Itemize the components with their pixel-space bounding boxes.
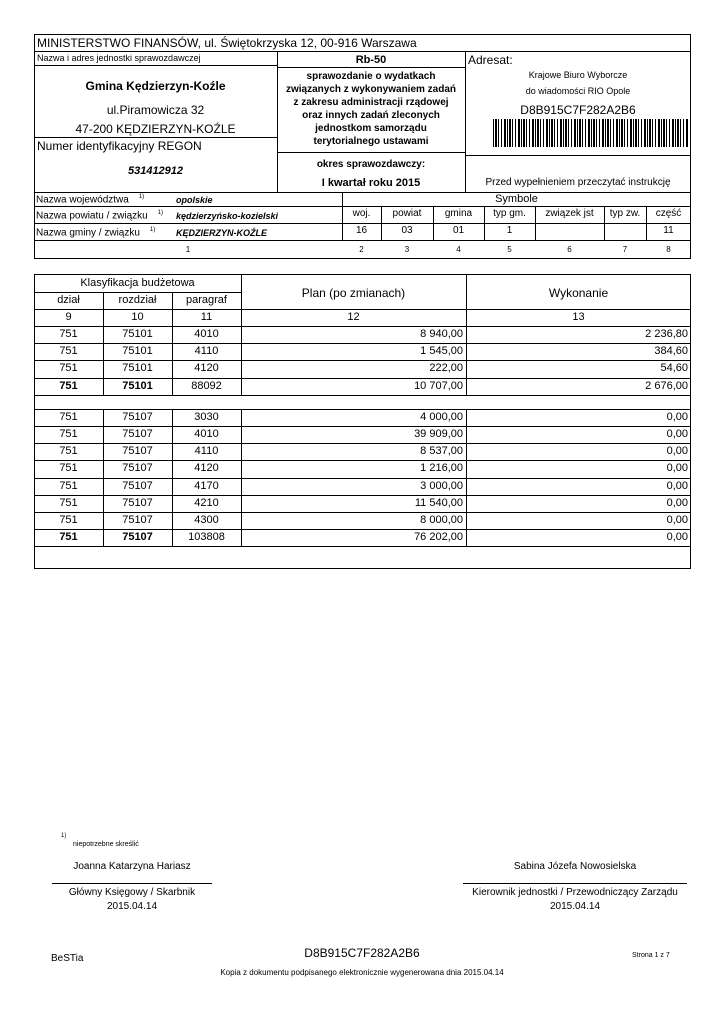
divider [34,309,691,310]
divider [34,326,691,327]
divider [103,292,104,395]
divider [466,274,467,292]
cell-dzial: 751 [59,362,78,375]
table-row [34,443,691,444]
cell-paragraf: 4120 [194,462,219,475]
cell-rozdzial: 75107 [122,445,153,458]
divider [103,409,104,547]
cell-rozdzial: 75107 [122,514,153,526]
cell-wyk: 54,60 [660,362,688,375]
cell-dzial: 751 [59,428,78,440]
divider [172,292,173,395]
voivodeship-label: Nazwa województwa $^{1)}$ [36,194,145,206]
cell-rozdzial: 75101 [122,362,153,375]
cell-dzial: 751 [59,379,78,392]
cell-paragraf: 4300 [194,514,219,526]
col-header-rozdzial: rozdział [118,294,157,306]
cell-rozdzial: 75107 [122,462,153,475]
cell-paragraf: 4010 [194,328,219,340]
form-desc-3: z zakresu administracji rządowej [293,97,449,108]
divider [277,152,465,153]
table-row [34,529,691,530]
divider [172,409,173,547]
cell-paragraf: 4010 [194,428,219,440]
divider [241,274,242,292]
signature-line [52,883,212,884]
symbol-number-1: 2 [359,245,364,254]
cell-dzial: 751 [59,479,78,492]
cell-dzial: 751 [59,328,78,340]
cell-dzial: 751 [59,445,78,458]
symbol-header-2: powiat [392,208,422,219]
table-row [34,512,691,513]
table-row [34,343,691,344]
cell-paragraf: 3030 [194,410,219,423]
manager-date: 2015.04.14 [549,901,601,912]
divider [34,137,277,138]
cell-paragraf: 4120 [194,362,219,375]
table-row [34,360,691,361]
cell-dzial: 751 [59,462,78,475]
cell-wyk: 2 676,00 [645,379,688,392]
voivodeship-value: opolskie [176,195,213,205]
cell-rozdzial: 75107 [122,496,153,509]
cell-dzial: 751 [59,410,78,423]
form-desc-6: terytorialnego ustawami [313,136,429,147]
col-num-dzial: 9 [65,311,72,323]
cell-paragraf: 4110 [194,345,219,358]
manager-role: Kierownik jednostki / Przewodniczący Zarządu [472,887,678,898]
form-desc-2: związanych z wykonywaniem zadań [285,84,457,95]
symbol-value-4: 1 [506,225,513,236]
commune-label: Nazwa gminy / związku $^{1)}$ [36,227,156,239]
col-num-rozdzial: 10 [131,311,144,323]
table-row [34,378,691,379]
app-name: BeSTia [51,953,84,964]
divider [241,292,242,395]
cell-wyk: 0,00 [666,531,688,544]
col-num-wykonanie: 13 [572,311,585,323]
divider [34,409,691,410]
cell-plan: 1 545,00 [420,345,463,358]
ministry-line: MINISTERSTWO FINANSÓW, ul. Świętokrzyska 12, 00-916 Warszawa [37,36,417,50]
symbol-number-5: 6 [567,245,572,254]
cell-plan: 1 216,00 [420,462,463,475]
table-row [34,395,691,396]
form-code: Rb-50 [355,54,387,66]
accountant-name: Joanna Katarzyna Hariasz [73,861,191,872]
unit-city: 47-200 KĘDZIERZYN-KOŹLE [75,122,236,136]
symbol-value-7: 11 [663,225,674,236]
col-header-dzial: dział [57,294,80,306]
symbol-header-5: związek jst [545,208,594,219]
regon-label: Numer identyfikacyjny REGON [37,139,202,153]
cell-paragraf: 4110 [194,445,219,458]
divider [34,206,342,207]
divider [465,155,691,156]
divider [34,240,691,241]
divider [466,409,467,547]
cell-rozdzial: 75101 [122,345,153,358]
cell-rozdzial: 75107 [122,479,153,492]
symbol-number-3: 4 [456,245,461,254]
cell-rozdzial: 75107 [122,531,153,544]
symbol-header-7: część [655,208,682,219]
col-header-plan: Plan (po zmianach) [301,286,406,300]
unit-name: Gmina Kędzierzyn-Koźle [85,79,226,93]
cell-plan: 222,00 [429,362,463,375]
cell-wyk: 0,00 [666,410,688,423]
cell-plan: 10 707,00 [414,379,463,392]
addressee-line2: do wiadomości RIO Opole [525,86,631,96]
copy-note: Kopia z dokumentu podpisanego elektronicznie wygenerowana dnia 2015.04.14 [220,968,504,977]
cell-dzial: 751 [59,514,78,526]
cell-plan: 3 000,00 [420,479,463,492]
divider [241,409,242,547]
unit-name-label: Nazwa i adres jednostki sprawozdawczej [37,53,201,63]
col-header-wykonanie: Wykonanie [548,286,609,300]
cell-wyk: 0,00 [666,428,688,440]
cell-wyk: 384,60 [654,345,688,358]
divider [34,192,691,193]
form-desc-5: jednostkom samorządu [315,123,427,134]
symbols-title: Symbole [495,193,538,205]
cell-plan: 8 940,00 [420,328,463,340]
cell-wyk: 0,00 [666,514,688,526]
cell-plan: 76 202,00 [414,531,463,544]
symbol-number-7: 8 [666,245,671,254]
cell-wyk: 2 236,80 [645,328,688,340]
symbol-header-1: woj. [352,208,371,219]
divider [34,223,691,224]
doc-code: D8B915C7F282A2B6 [520,103,636,117]
table-row [34,495,691,496]
col-header-paragraf: paragraf [186,294,227,306]
footnote-text: niepotrzebne skreślić [73,841,139,848]
cell-plan: 39 909,00 [414,428,463,440]
addressee-line1: Krajowe Biuro Wyborcze [528,70,628,80]
commune-value: KĘDZIERZYN-KOŹLE [176,228,267,238]
divider [34,51,691,52]
cell-dzial: 751 [59,496,78,509]
col-num-plan: 12 [347,311,360,323]
cell-plan: 4 000,00 [420,410,463,423]
divider [466,292,467,395]
cell-wyk: 0,00 [666,445,688,458]
symbol-number-6: 7 [622,245,628,254]
county-label: Nazwa powiatu / związku $^{1)}$ [36,210,164,222]
form-desc-4: oraz innych zadań zleconych [302,110,440,121]
column-number-1: 1 [185,245,191,254]
cell-wyk: 0,00 [666,462,688,475]
cell-rozdzial: 75101 [122,379,153,392]
cell-rozdzial: 75107 [122,428,153,440]
form-desc-1: sprawozdanie o wydatkach [306,71,436,82]
table-row [34,546,691,547]
symbol-header-3: gmina [444,208,473,219]
table-row [34,478,691,479]
symbol-number-4: 5 [507,245,512,254]
unit-street: ul.Piramowicza 32 [106,103,205,117]
cell-wyk: 0,00 [666,479,688,492]
symbol-header-6: typ zw. [609,208,641,219]
symbol-value-1: 16 [355,225,368,236]
cell-dzial: 751 [59,345,78,358]
divider [34,65,277,66]
cell-plan: 11 540,00 [414,496,463,509]
cell-dzial: 751 [59,531,78,544]
county-value: kędzierzyńsko-kozielski [176,211,279,221]
period-label: okres sprawozdawczy: [316,159,426,170]
page-number: Strona 1 z 7 [632,952,670,959]
regon-value: 531412912 [127,165,184,177]
manager-name: Sabina Józefa Nowosielska [513,861,637,872]
budget-class-header: Klasyfikacja budżetowa [80,277,195,289]
accountant-date: 2015.04.14 [106,901,158,912]
signature-line [463,883,687,884]
accountant-role: Główny Księgowy / Skarbnik [68,887,196,898]
cell-plan: 8 537,00 [420,445,463,458]
col-num-paragraf: 11 [200,311,213,323]
period-value: I kwartał roku 2015 [321,177,421,189]
cell-wyk: 0,00 [666,496,688,509]
barcode-image [493,119,689,147]
footer-doc-code: D8B915C7F282A2B6 [304,946,420,960]
divider [342,206,691,207]
divider [277,67,465,68]
cell-rozdzial: 75101 [122,328,153,340]
footnote-marker: 1) [61,833,67,839]
table-row [34,460,691,461]
addressee-label: Adresat: [468,53,513,67]
divider [34,292,241,293]
symbol-value-2: 03 [401,225,413,236]
cell-paragraf: 4210 [194,496,219,509]
instruction-note: Przed wypełnieniem przeczytać instrukcję [485,177,671,188]
cell-rozdzial: 75107 [122,410,153,423]
cell-paragraf: 103808 [188,531,225,544]
cell-paragraf: 88092 [191,379,222,392]
symbol-number-2: 3 [404,245,410,254]
table-row [34,426,691,427]
symbol-value-3: 01 [452,225,465,236]
cell-plan: 8 000,00 [420,514,463,526]
cell-paragraf: 4170 [194,479,219,492]
symbol-header-4: typ gm. [493,208,526,219]
